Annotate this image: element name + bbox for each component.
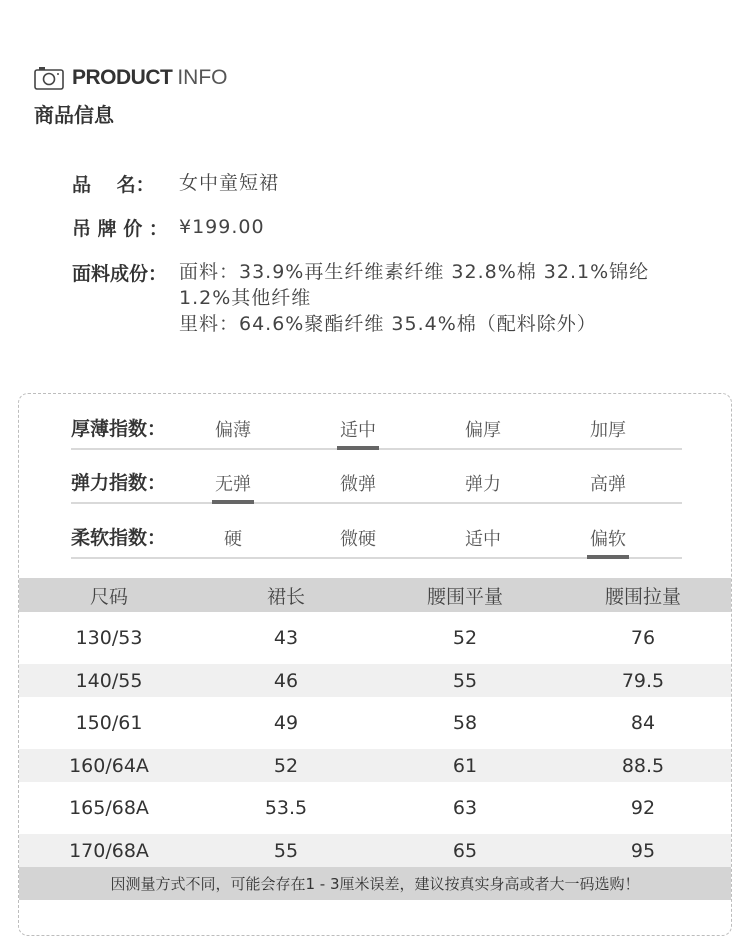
thickness-option-thick: 偏厚 bbox=[465, 420, 501, 441]
elasticity-index bbox=[71, 462, 682, 504]
fabric-label: 面料成份： bbox=[72, 263, 168, 285]
softness-option-medium: 适中 bbox=[465, 529, 501, 550]
table-row bbox=[19, 834, 731, 867]
fabric-row bbox=[72, 259, 649, 337]
thickness-option-extra-thick: 加厚 bbox=[590, 420, 626, 441]
camera-icon bbox=[34, 66, 64, 90]
header-size: 尺码 bbox=[89, 585, 128, 608]
table-cell: 65 bbox=[452, 839, 478, 862]
table-cell: 84 bbox=[630, 712, 656, 734]
softness-label: 柔软指数： bbox=[71, 527, 167, 549]
elasticity-option-high: 高弹 bbox=[590, 474, 626, 495]
table-cell: 55 bbox=[452, 669, 478, 692]
table-cell: 130/53 bbox=[75, 627, 143, 649]
thickness-label: 厚薄指数： bbox=[71, 418, 167, 440]
table-header bbox=[19, 578, 731, 612]
table-cell: 140/55 bbox=[75, 669, 143, 692]
table-cell: 63 bbox=[452, 797, 478, 819]
table-cell: 49 bbox=[273, 712, 299, 734]
header-length: 裙长 bbox=[266, 585, 305, 608]
softness-index bbox=[71, 517, 682, 559]
table-cell: 160/64A bbox=[69, 754, 149, 777]
name-row bbox=[72, 170, 279, 197]
table-row bbox=[19, 782, 731, 834]
table-cell: 58 bbox=[452, 712, 478, 734]
thickness-option-thin: 偏薄 bbox=[215, 420, 251, 441]
table-row bbox=[19, 697, 731, 749]
header-waist-stretch: 腰围拉量 bbox=[604, 585, 681, 608]
table-row bbox=[19, 749, 731, 782]
fabric-value bbox=[179, 259, 649, 337]
fabric-line-1: 面料：33.9%再生纤维素纤维 32.8%棉 32.1%锦纶 bbox=[179, 261, 650, 283]
table-cell: 88.5 bbox=[621, 754, 665, 777]
price-value: ¥199.00 bbox=[179, 216, 265, 238]
table-cell: 55 bbox=[273, 839, 299, 862]
table-cell: 95 bbox=[630, 839, 656, 862]
measurement-note: 因测量方式不同，可能会存在1 - 3厘米误差，建议按真实身高或者大一码选购！ bbox=[19, 867, 731, 900]
softness-option-slightly-hard: 微硬 bbox=[340, 529, 376, 550]
size-table bbox=[19, 578, 731, 900]
table-cell: 150/61 bbox=[75, 712, 143, 734]
fabric-line-3: 里料：64.6%聚酯纤维 35.4%棉（配料除外） bbox=[179, 313, 597, 335]
title-light: INFO bbox=[177, 66, 228, 89]
table-cell: 52 bbox=[273, 754, 299, 777]
table-cell: 53.5 bbox=[264, 797, 308, 819]
table-cell: 170/68A bbox=[69, 839, 149, 862]
table-cell: 46 bbox=[273, 669, 299, 692]
page-subtitle: 商品信息 bbox=[34, 103, 114, 127]
title-bold: PRODUCT bbox=[72, 66, 173, 89]
fabric-line-2: 1.2%其他纤维 bbox=[179, 287, 312, 309]
table-row bbox=[19, 612, 731, 664]
elasticity-option-stretch: 弹力 bbox=[465, 474, 501, 495]
table-cell: 52 bbox=[452, 627, 478, 649]
softness-option-soft: 偏软 bbox=[578, 525, 638, 559]
price-label: 吊 牌 价 ： bbox=[72, 218, 168, 240]
thickness-option-medium: 适中 bbox=[328, 416, 388, 450]
price-row bbox=[72, 214, 265, 241]
elasticity-option-none: 无弹 bbox=[203, 470, 263, 504]
name-value: 女中童短裙 bbox=[179, 172, 280, 194]
size-panel bbox=[18, 393, 732, 936]
name-label: 品 名： bbox=[72, 174, 155, 196]
table-cell: 43 bbox=[273, 627, 299, 649]
table-row bbox=[19, 664, 731, 697]
table-cell: 165/68A bbox=[69, 797, 149, 819]
table-cell: 76 bbox=[630, 627, 656, 649]
table-cell: 79.5 bbox=[621, 669, 665, 692]
elasticity-option-slight: 微弹 bbox=[340, 474, 376, 495]
elasticity-label: 弹力指数： bbox=[71, 472, 167, 494]
header-waist-flat: 腰围平量 bbox=[426, 585, 503, 608]
section-header bbox=[34, 63, 228, 128]
softness-option-hard: 硬 bbox=[224, 529, 242, 550]
thickness-index bbox=[71, 408, 682, 450]
table-cell: 92 bbox=[630, 797, 656, 819]
table-cell: 61 bbox=[452, 754, 478, 777]
